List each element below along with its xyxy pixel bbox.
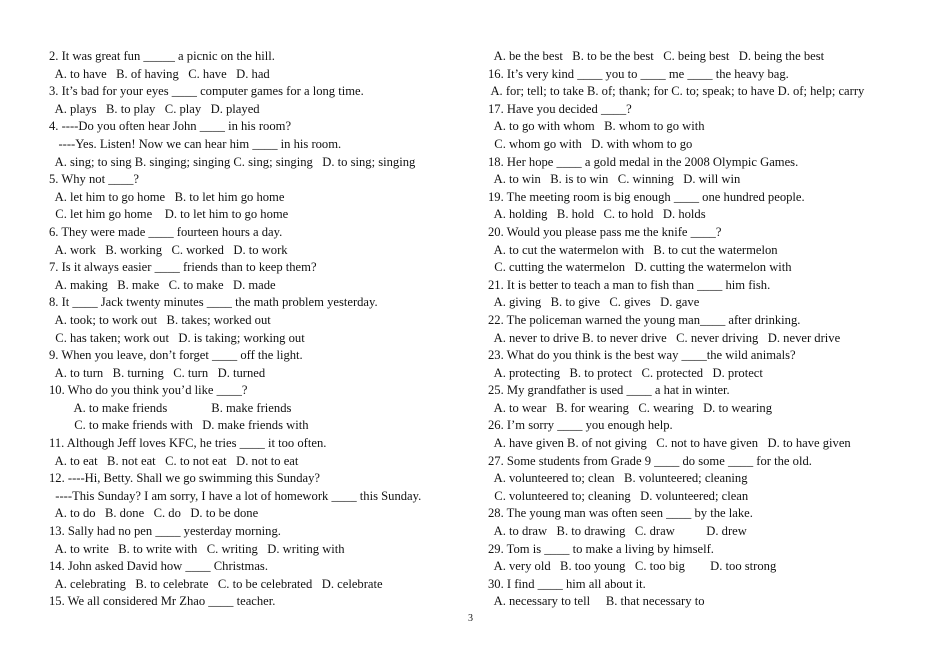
- question-option-line: A. making B. make C. to make D. made: [49, 277, 276, 292]
- question-option-line: A. to write B. to write with C. writing D. writing with: [49, 541, 345, 556]
- question-option-line: A. to wear B. for wearing C. wearing D. to wearing: [488, 400, 772, 415]
- question-line: 5. Why not ____?: [49, 172, 140, 187]
- question-option-line: A. to draw B. to drawing C. draw D. drew: [488, 524, 747, 539]
- question-option-line: A. to make friends B. make friends: [49, 400, 292, 415]
- question-line: 6. They were made ____ fourteen hours a day.: [49, 224, 283, 239]
- question-line: 22. The policeman warned the young man____ after drinking.: [488, 312, 801, 327]
- question-option-line: A. plays B. to play C. play D. played: [49, 101, 260, 116]
- question-line: 11. Although Jeff loves KFC, he tries ____ it too often.: [49, 436, 327, 451]
- page-number: 3: [468, 613, 473, 624]
- question-option-line: A. to turn B. turning C. turn D. turned: [49, 365, 266, 380]
- question-option-line: A. be the best B. to be the best C. being best D. being the best: [488, 49, 825, 63]
- question-option-line: A. to cut the watermelon with B. to cut the watermelon: [488, 242, 778, 257]
- question-option-line: A. necessary to tell B. that necessary to: [488, 594, 705, 609]
- question-line: 20. Would you please pass me the knife ____?: [488, 224, 722, 239]
- right-column: [488, 48, 938, 611]
- left-column: [49, 48, 469, 611]
- question-line: 28. The young man was often seen ____ by the lake.: [488, 506, 753, 521]
- question-line: 10. Who do you think you’d like ____?: [49, 383, 248, 398]
- question-option-line: A. to do B. done C. do D. to be done: [49, 506, 259, 521]
- question-option-line: A. very old B. too young C. too big D. too strong: [488, 559, 777, 574]
- question-line: 27. Some students from Grade 9 ____ do some ____ for the old.: [488, 453, 812, 468]
- question-line: 3. It’s bad for your eyes ____ computer games for a long time.: [49, 84, 364, 99]
- question-option-line: C. whom go with D. with whom to go: [488, 136, 693, 151]
- question-option-line: A. celebrating B. to celebrate C. to be celebrated D. celebrate: [49, 576, 383, 591]
- question-line: 23. What do you think is the best way ____the wild animals?: [488, 348, 796, 363]
- question-option-line: A. for; tell; to take B. of; thank; for C. to; speak; to have D. of; help; carry: [488, 84, 865, 99]
- question-option-line: A. never to drive B. to never drive C. never driving D. never drive: [488, 330, 841, 345]
- question-line: 7. Is it always easier ____ friends than to keep them?: [49, 260, 317, 275]
- question-line: 2. It was great fun _____ a picnic on the hill.: [49, 49, 275, 63]
- question-option-line: A. let him to go home B. to let him go home: [49, 189, 285, 204]
- question-option-line: C. volunteered to; cleaning D. volunteered; clean: [488, 488, 749, 503]
- question-option-line: A. work B. working C. worked D. to work: [49, 242, 288, 257]
- question-option-line: A. protecting B. to protect C. protected D. protect: [488, 365, 763, 380]
- question-line: 4. ----Do you often hear John ____ in his room?: [49, 119, 292, 134]
- question-line: 21. It is better to teach a man to fish than ____ him fish.: [488, 277, 771, 292]
- question-line: 17. Have you decided ____?: [488, 101, 632, 116]
- question-option-line: C. let him go home D. to let him to go home: [49, 207, 289, 222]
- question-line: 30. I find ____ him all about it.: [488, 576, 646, 591]
- question-line: 13. Sally had no pen ____ yesterday morning.: [49, 524, 281, 539]
- question-option-line: A. have given B. of not giving C. not to have given D. to have given: [488, 436, 851, 451]
- question-line: 9. When you leave, don’t forget ____ off the light.: [49, 348, 303, 363]
- question-option-line: A. to go with whom B. whom to go with: [488, 119, 705, 134]
- question-option-line: ----Yes. Listen! Now we can hear him ____ in his room.: [49, 136, 342, 151]
- question-option-line: C. to make friends with D. make friends with: [49, 418, 309, 433]
- question-line: 16. It’s very kind ____ you to ____ me ____ the heavy bag.: [488, 66, 789, 81]
- question-line: 12. ----Hi, Betty. Shall we go swimming this Sunday?: [49, 471, 320, 486]
- question-line: 19. The meeting room is big enough ____ one hundred people.: [488, 189, 805, 204]
- question-option-line: A. took; to work out B. takes; worked out: [49, 312, 271, 327]
- question-option-line: A. to have B. of having C. have D. had: [49, 66, 270, 81]
- question-line: 15. We all considered Mr Zhao ____ teacher.: [49, 594, 276, 609]
- question-option-line: C. cutting the watermelon D. cutting the watermelon with: [488, 260, 792, 275]
- question-option-line: C. has taken; work out D. is taking; working out: [49, 330, 305, 345]
- question-option-line: A. giving B. to give C. gives D. gave: [488, 295, 700, 310]
- question-line: 14. John asked David how ____ Christmas.: [49, 559, 268, 574]
- question-option-line: A. sing; to sing B. singing; singing C. sing; singing D. to sing; singing: [49, 154, 416, 169]
- question-line: 25. My grandfather is used ____ a hat in winter.: [488, 383, 730, 398]
- question-line: 8. It ____ Jack twenty minutes ____ the math problem yesterday.: [49, 295, 378, 310]
- question-option-line: ----This Sunday? I am sorry, I have a lot of homework ____ this Sunday.: [49, 488, 422, 503]
- question-line: 18. Her hope ____ a gold medal in the 2008 Olympic Games.: [488, 154, 799, 169]
- question-option-line: A. holding B. hold C. to hold D. holds: [488, 207, 706, 222]
- question-option-line: A. to eat B. not eat C. to not eat D. not to eat: [49, 453, 299, 468]
- question-line: 26. I’m sorry ____ you enough help.: [488, 418, 673, 433]
- question-option-line: A. to win B. is to win C. winning D. will win: [488, 172, 741, 187]
- question-option-line: A. volunteered to; clean B. volunteered; cleaning: [488, 471, 748, 486]
- question-line: 29. Tom is ____ to make a living by himself.: [488, 541, 714, 556]
